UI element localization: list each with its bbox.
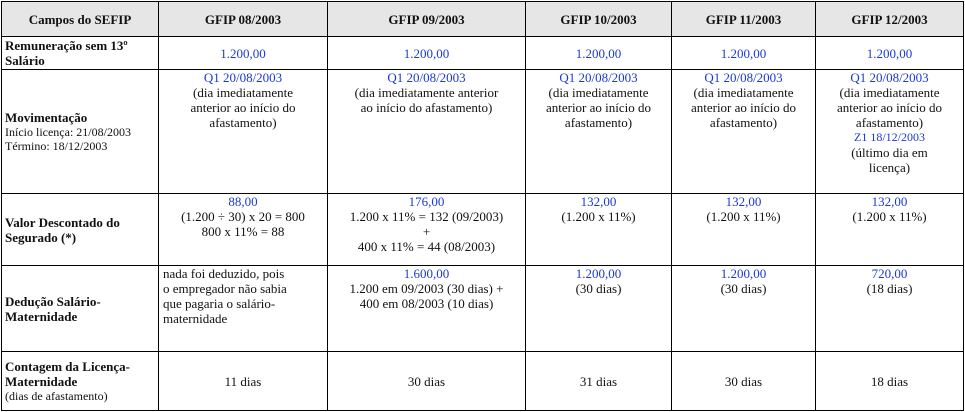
text-line: anterior ao início do bbox=[545, 100, 652, 115]
label-line: Segurado (*) bbox=[5, 229, 77, 245]
text-line: anterior ao início do bbox=[836, 100, 943, 115]
cell-deducao-09 bbox=[328, 266, 526, 352]
cell-remuneracao-11 bbox=[672, 37, 816, 70]
row-label-movimentacao bbox=[2, 70, 159, 194]
text-line: 400 em 08/2003 (10 dias) bbox=[359, 296, 494, 311]
value-text: 1.200,00 bbox=[720, 45, 767, 61]
header-gfip-10: GFIP 10/2003 bbox=[526, 2, 672, 37]
text-line: licença) bbox=[868, 160, 911, 175]
row-remuneracao bbox=[2, 37, 964, 70]
cell-contagem-10: 31 dias bbox=[526, 352, 672, 411]
cell-contagem-12: 18 dias bbox=[816, 352, 964, 411]
label-line: Maternidade bbox=[5, 374, 78, 389]
text-line: anterior ao início do bbox=[190, 100, 296, 115]
text-line: (30 dias) bbox=[575, 281, 622, 296]
text-line: que pagaria o salário- bbox=[163, 296, 276, 311]
text-line: anterior ao início do bbox=[690, 100, 797, 115]
label-line: Maternidade bbox=[5, 308, 78, 324]
label-line: Contagem da Licença- bbox=[5, 359, 130, 374]
cell-valor-11 bbox=[672, 194, 816, 266]
label-line: Salário bbox=[5, 53, 45, 68]
movement-code: Q1 20/08/2003 bbox=[850, 70, 929, 85]
cell-valor-10 bbox=[526, 194, 672, 266]
value-text: 1.200,00 bbox=[720, 266, 767, 281]
header-gfip-08: GFIP 08/2003 bbox=[159, 2, 328, 37]
value-text: 1.200,00 bbox=[220, 45, 266, 61]
cell-valor-12 bbox=[816, 194, 964, 266]
text-line: 800 x 11% = 88 bbox=[201, 224, 285, 239]
cell-deducao-11 bbox=[672, 266, 816, 352]
text-line: (dia imediatamente anterior bbox=[354, 85, 499, 100]
text-line: o empregador não sabia bbox=[163, 281, 287, 296]
cell-movimentacao-12 bbox=[816, 70, 964, 194]
text-line: (dia imediatamente bbox=[839, 85, 940, 100]
text-line: (1.200 ÷ 30) x 20 = 800 bbox=[181, 209, 305, 224]
header-gfip-12: GFIP 12/2003 bbox=[816, 2, 964, 37]
value-text: 132,00 bbox=[580, 194, 617, 209]
row-contagem bbox=[2, 352, 964, 411]
cell-valor-08 bbox=[159, 194, 328, 266]
value-text: 176,00 bbox=[408, 194, 445, 209]
termino-licenca: Término: 18/12/2003 bbox=[5, 139, 108, 153]
text-line: 1.200 x 11% = 132 (09/2003) bbox=[349, 209, 504, 224]
header-row bbox=[2, 2, 964, 37]
row-valor-descontado bbox=[2, 194, 964, 266]
text-line: (30 dias) bbox=[720, 281, 767, 296]
cell-remuneracao-12 bbox=[816, 37, 964, 70]
header-campos: Campos do SEFIP bbox=[2, 2, 159, 37]
inicio-licenca: Início licença: 21/08/2003 bbox=[5, 125, 131, 139]
cell-contagem-08: 11 dias bbox=[159, 352, 328, 411]
text-line: + bbox=[422, 224, 431, 239]
text-line: afastamento) bbox=[709, 115, 778, 130]
text-line: (1.200 x 11%) bbox=[852, 209, 927, 224]
text-line: (1.200 x 11%) bbox=[706, 209, 781, 224]
row-deducao bbox=[2, 266, 964, 352]
header-gfip-11: GFIP 11/2003 bbox=[672, 2, 816, 37]
cell-movimentacao-08 bbox=[159, 70, 328, 194]
cell-contagem-11: 30 dias bbox=[672, 352, 816, 411]
header-gfip-09: GFIP 09/2003 bbox=[328, 2, 526, 37]
text-line: (dia imediatamente bbox=[193, 85, 293, 100]
value-text: 1.200,00 bbox=[403, 45, 450, 61]
label-line: Dedução Salário- bbox=[5, 293, 101, 309]
label-line: (dias de afastamento) bbox=[5, 389, 108, 403]
cell-valor-09 bbox=[328, 194, 526, 266]
sefip-table bbox=[1, 1, 964, 411]
value-text: 1.200,00 bbox=[575, 45, 622, 61]
movement-code: Q1 20/08/2003 bbox=[387, 70, 466, 85]
text-line: afastamento) bbox=[855, 115, 924, 130]
movement-code-z1: Z1 18/12/2003 bbox=[854, 130, 925, 144]
movement-code: Q1 20/08/2003 bbox=[559, 70, 638, 85]
movement-code: Q1 20/08/2003 bbox=[704, 70, 783, 85]
movement-code: Q1 20/08/2003 bbox=[203, 70, 283, 85]
text-line: nada foi deduzido, pois bbox=[163, 266, 285, 281]
row-label-contagem bbox=[2, 352, 159, 411]
value-text: 132,00 bbox=[725, 194, 762, 209]
label-line: Remuneração sem 13º bbox=[5, 38, 128, 53]
cell-remuneracao-10 bbox=[526, 37, 672, 70]
text-line: (1.200 x 11%) bbox=[561, 209, 636, 224]
cell-movimentacao-09 bbox=[328, 70, 526, 194]
cell-remuneracao-09 bbox=[328, 37, 526, 70]
text-line: (dia imediatamente bbox=[693, 85, 794, 100]
label-line: Movimentação bbox=[5, 110, 88, 125]
cell-deducao-08 bbox=[159, 266, 328, 352]
text-line: maternidade bbox=[163, 311, 228, 326]
text-line: 400 x 11% = 44 (08/2003) bbox=[357, 239, 496, 254]
value-text: 720,00 bbox=[871, 266, 908, 281]
value-text: 1.200,00 bbox=[866, 45, 913, 61]
cell-deducao-10 bbox=[526, 266, 672, 352]
text-line: afastamento) bbox=[564, 115, 633, 130]
value-text: 1.200,00 bbox=[575, 266, 622, 281]
text-line: (último dia em bbox=[851, 145, 928, 160]
value-text: 88,00 bbox=[228, 194, 258, 209]
text-line: (18 dias) bbox=[866, 281, 913, 296]
value-text: 1.600,00 bbox=[403, 266, 450, 281]
value-text: 132,00 bbox=[871, 194, 908, 209]
text-line: (dia imediatamente bbox=[548, 85, 649, 100]
cell-deducao-12 bbox=[816, 266, 964, 352]
text-line: 1.200 em 09/2003 (30 dias) + bbox=[349, 281, 504, 296]
cell-contagem-09: 30 dias bbox=[328, 352, 526, 411]
row-label-remuneracao bbox=[2, 37, 159, 70]
label-line: Valor Descontado do bbox=[5, 214, 120, 230]
row-label-valor bbox=[2, 194, 159, 266]
cell-movimentacao-10 bbox=[526, 70, 672, 194]
row-label-deducao bbox=[2, 266, 159, 352]
row-movimentacao bbox=[2, 70, 964, 194]
text-line: afastamento) bbox=[209, 115, 277, 130]
cell-remuneracao-08 bbox=[159, 37, 328, 70]
cell-movimentacao-11 bbox=[672, 70, 816, 194]
text-line: ao início do afastamento) bbox=[360, 100, 493, 115]
